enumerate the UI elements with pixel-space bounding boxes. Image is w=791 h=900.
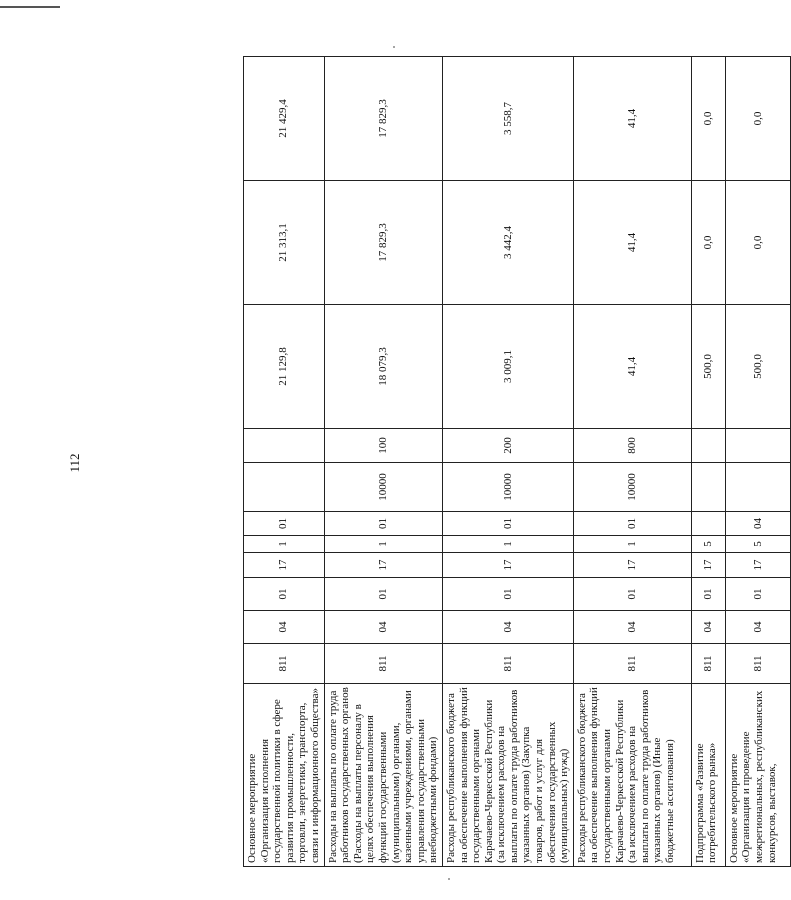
direction-code: [691, 463, 725, 512]
admin-code: 811: [573, 644, 691, 684]
admin-code: 811: [691, 644, 725, 684]
section-code: 04: [442, 611, 573, 644]
amount-year-3: 21 429,4: [244, 57, 325, 181]
subprogram-code: 1: [573, 536, 691, 553]
row-name: Основное мероприятие «Организация исполнения государственной политики в сфере развития промышленности, торговли, энергетики, транспорта, связи и информационного общества»: [244, 684, 325, 867]
expense-type-code: 800: [573, 429, 691, 463]
budget-table-rotated: [243, 57, 778, 867]
program-code: 17: [244, 553, 325, 578]
subsection-code: 01: [244, 578, 325, 611]
section-code: 04: [691, 611, 725, 644]
expense-type-code: [691, 429, 725, 463]
amount-year-1: 3 009,1: [442, 305, 573, 429]
amount-year-2: 17 829,3: [324, 181, 442, 305]
measure-code: 01: [442, 512, 573, 536]
admin-code: 811: [442, 644, 573, 684]
measure-code: 01: [244, 512, 325, 536]
amount-year-1: 500,0: [725, 305, 790, 429]
amount-year-3: 0,0: [725, 57, 790, 181]
amount-year-2: 41,4: [573, 181, 691, 305]
admin-code: 811: [244, 644, 325, 684]
subprogram-code: 5: [725, 536, 790, 553]
program-code: 17: [725, 553, 790, 578]
amount-year-2: 21 313,1: [244, 181, 325, 305]
row-name: Расходы республиканского бюджета на обеспечение выполнения функций государственными органами Карачаево-Черкесской Республики (за исключением расходов на выплаты по оплате труда работников указанных органов) (Закупка товаров, работ и услуг для обеспечения государственных (муниципальных) нужд): [442, 684, 573, 867]
header-rule: [0, 6, 60, 8]
direction-code: [725, 463, 790, 512]
amount-year-2: 0,0: [725, 181, 790, 305]
direction-code: [244, 463, 325, 512]
table-row: [324, 57, 442, 867]
amount-year-1: 18 079,3: [324, 305, 442, 429]
scan-speck: [448, 878, 450, 880]
subsection-code: 01: [725, 578, 790, 611]
direction-code: 10000: [573, 463, 691, 512]
admin-code: 811: [324, 644, 442, 684]
subprogram-code: 1: [442, 536, 573, 553]
program-code: 17: [691, 553, 725, 578]
measure-code: 01: [324, 512, 442, 536]
section-code: 04: [244, 611, 325, 644]
expense-type-code: [244, 429, 325, 463]
program-code: 17: [573, 553, 691, 578]
subsection-code: 01: [691, 578, 725, 611]
expense-type-code: 100: [324, 429, 442, 463]
program-code: 17: [324, 553, 442, 578]
measure-code: [691, 512, 725, 536]
page-number: 112: [67, 453, 82, 473]
subprogram-code: 1: [324, 536, 442, 553]
measure-code: 04: [725, 512, 790, 536]
table-row: [573, 57, 691, 867]
amount-year-1: 41,4: [573, 305, 691, 429]
section-code: 04: [573, 611, 691, 644]
table-row: [725, 57, 790, 867]
subsection-code: 01: [324, 578, 442, 611]
scan-speck: [393, 46, 395, 48]
amount-year-3: 0,0: [691, 57, 725, 181]
amount-year-3: 3 558,7: [442, 57, 573, 181]
amount-year-3: 41,4: [573, 57, 691, 181]
program-code: 17: [442, 553, 573, 578]
amount-year-3: 17 829,3: [324, 57, 442, 181]
row-name: Расходы на выплаты по оплате труда работников государственных органов (Расходы на выплаты персоналу в целях обеспечения выполнения функций государственными (муниципальными) органами, казенными учреждениями, органами управления государственными внебюджетными фондами): [324, 684, 442, 867]
direction-code: 10000: [324, 463, 442, 512]
direction-code: 10000: [442, 463, 573, 512]
subprogram-code: 5: [691, 536, 725, 553]
row-name: Расходы республиканского бюджета на обеспечение выполнения функций государственными органами Карачаево-Черкесской Республики (за исключением расходов на выплаты по оплате труда работников указанных органов) (Иные бюджетные ассигнования): [573, 684, 691, 867]
measure-code: 01: [573, 512, 691, 536]
budget-table: [243, 56, 791, 867]
amount-year-2: 3 442,4: [442, 181, 573, 305]
section-code: 04: [324, 611, 442, 644]
expense-type-code: 200: [442, 429, 573, 463]
row-name: Основное мероприятие «Организация и проведение межрегиональных, республиканских конкурсов, выставок,: [725, 684, 790, 867]
subsection-code: 01: [442, 578, 573, 611]
admin-code: 811: [725, 644, 790, 684]
table-row: [244, 57, 325, 867]
subsection-code: 01: [573, 578, 691, 611]
amount-year-2: 0,0: [691, 181, 725, 305]
expense-type-code: [725, 429, 790, 463]
subprogram-code: 1: [244, 536, 325, 553]
amount-year-1: 21 129,8: [244, 305, 325, 429]
table-row: [691, 57, 725, 867]
row-name: Подпрограмма «Развитие потребительского рынка»: [691, 684, 725, 867]
amount-year-1: 500,0: [691, 305, 725, 429]
section-code: 04: [725, 611, 790, 644]
table-row: [442, 57, 573, 867]
